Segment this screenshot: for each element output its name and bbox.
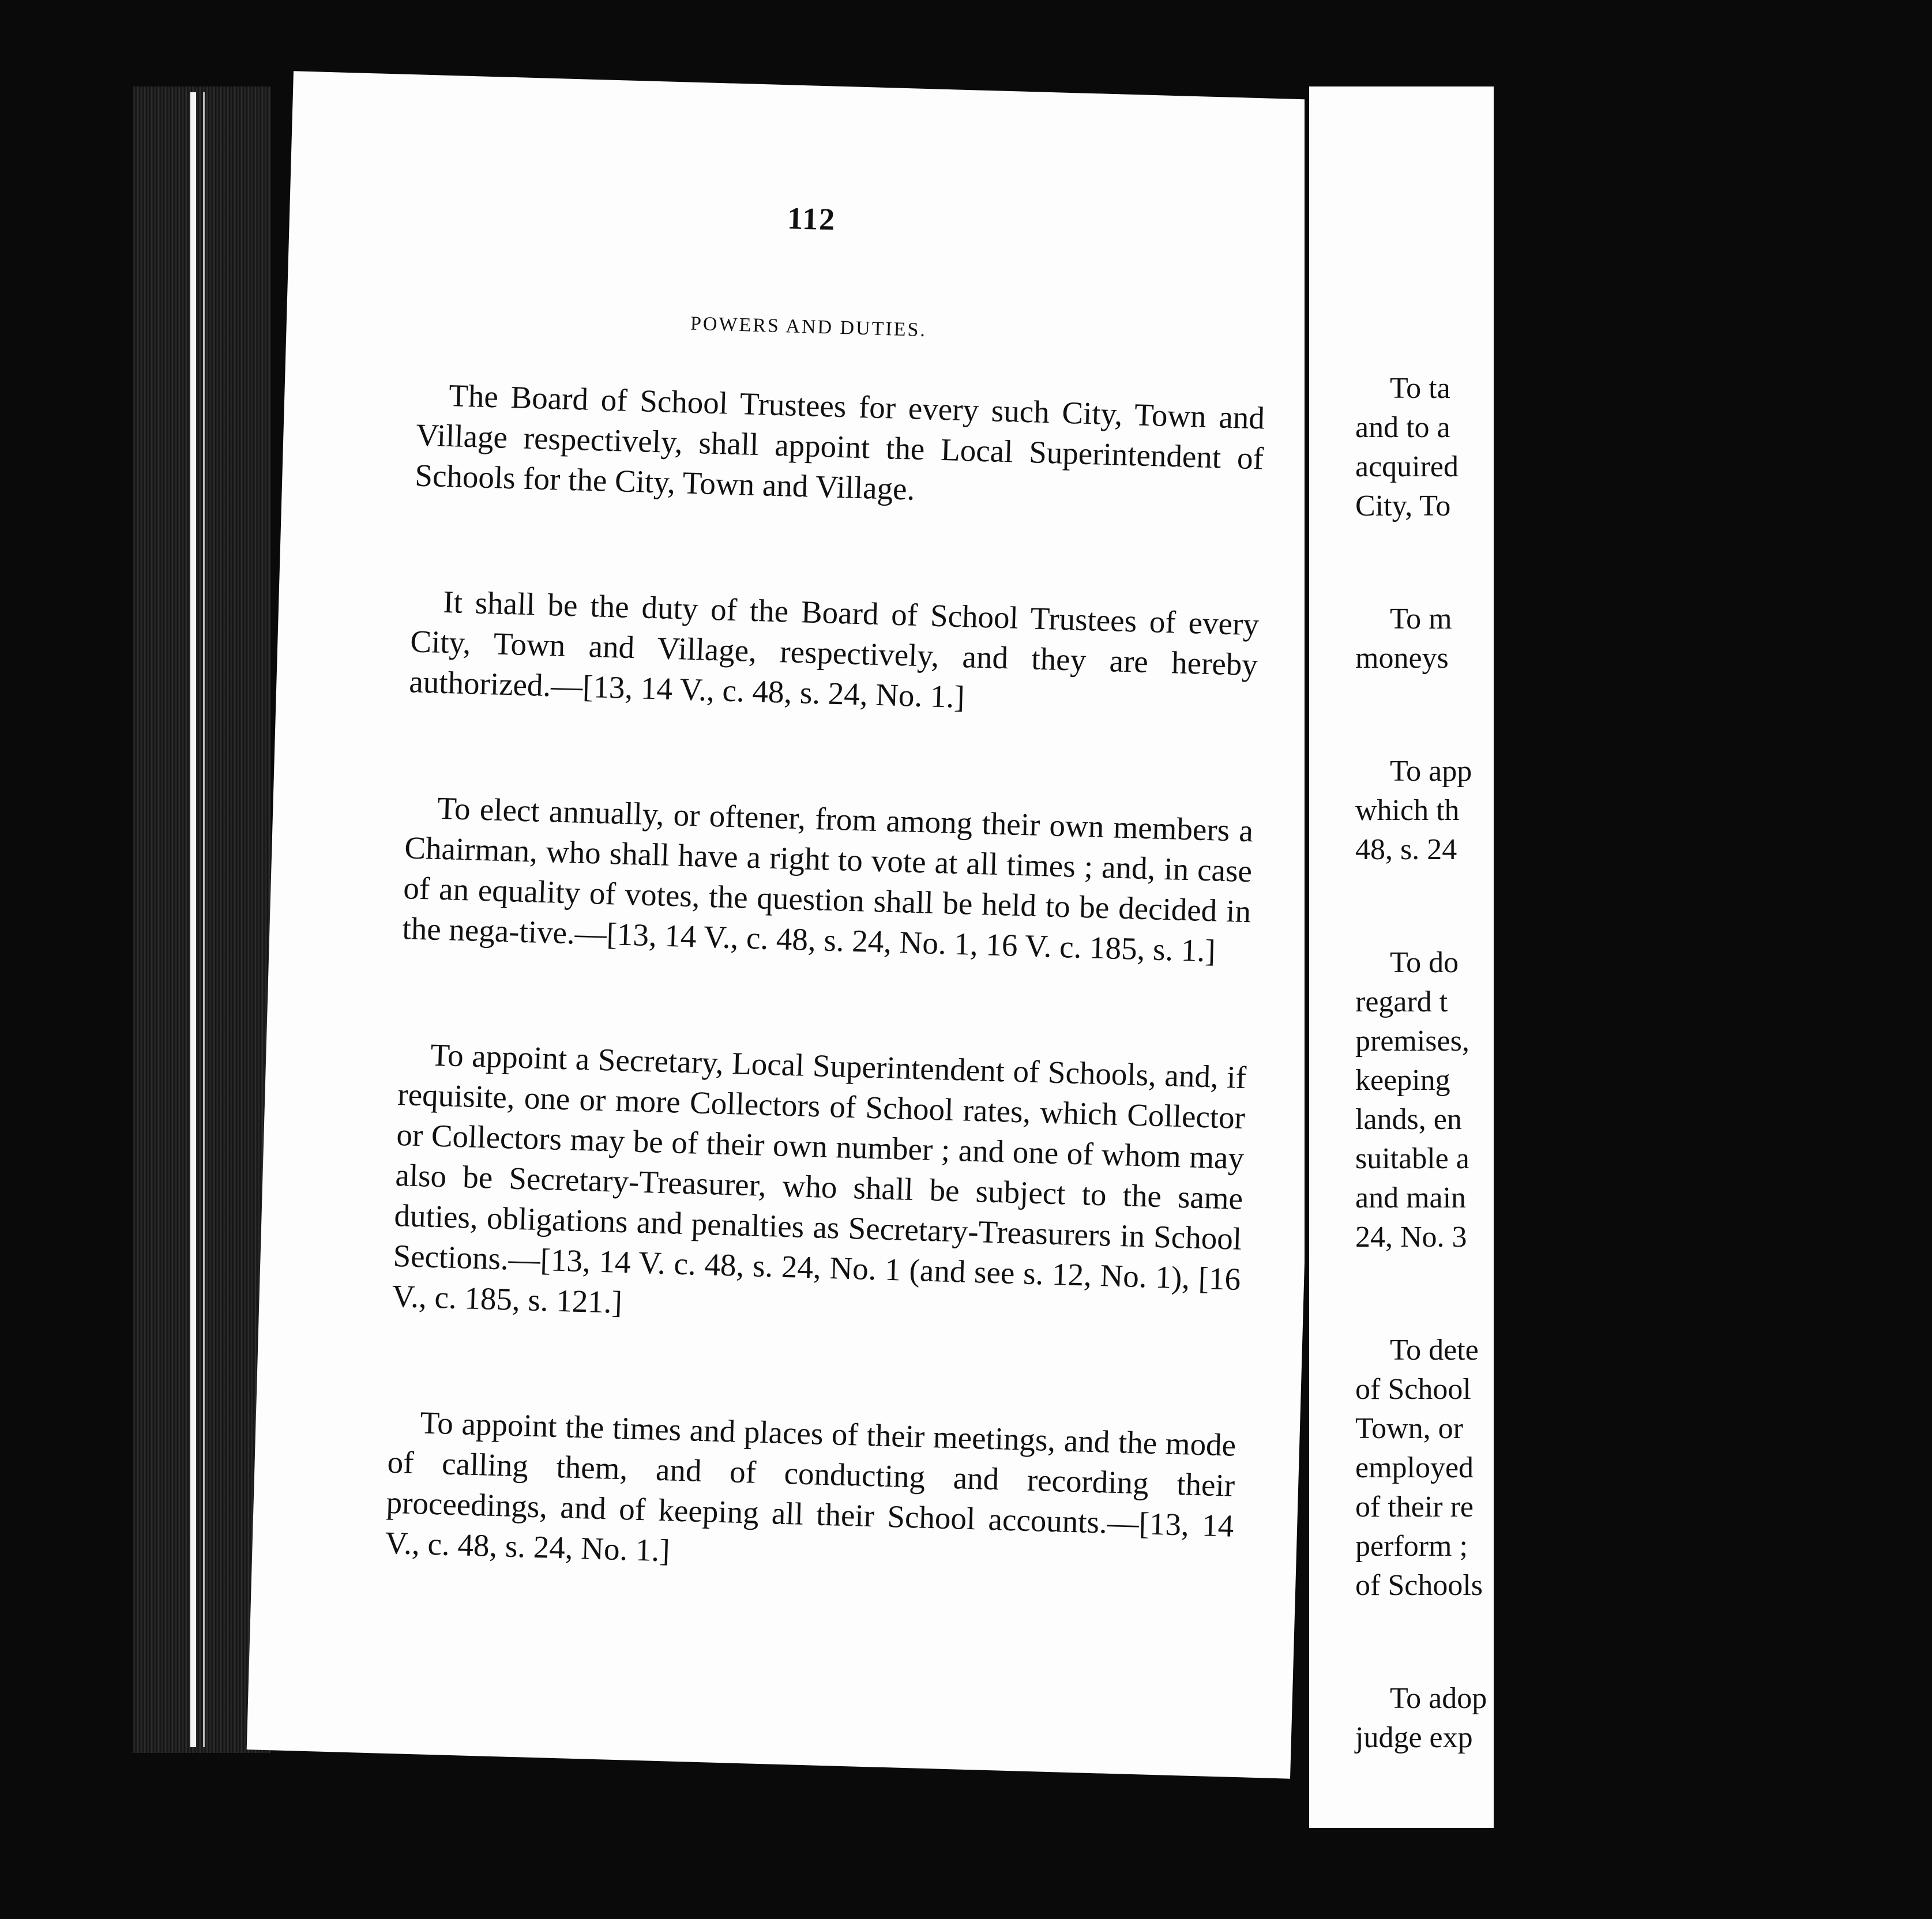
right-line: lands, en [1355, 1103, 1462, 1136]
paragraph: To elect annually, or oftener, from among their own members a Chairman, who shall have a right to vote at all times ; and, in case of an equality of votes, the question shall be held to be decided in the nega-tive.—[13, 14 V., c. 48, s. 24, No. 1, 16 V. c. 185, s. 1.] [401, 790, 1254, 969]
right-line: City, To [1355, 490, 1451, 522]
right-line: To m [1390, 603, 1452, 635]
paragraph: To appoint a Secretary, Local Superintendent of Schools, and, if requisite, one or more Collectors of School rates, which Collector or Collectors may be of their own number ; and one of whom may also be Secretary-Treasurer, who shall be subject to the same duties, obligations and penalties as Secretary-Treasurers in School Sections.—[13, 14 V. c. 48, s. 24, No. 1 (and see s. 12, No. 1), [16 V., c. 185, s. 121.] [391, 1037, 1247, 1320]
right-line: employed [1355, 1451, 1474, 1484]
right-line: 48, s. 24 [1355, 833, 1457, 866]
spine-highlight [190, 92, 196, 1747]
right-line: of their re [1355, 1491, 1474, 1523]
right-line: suitable a [1355, 1142, 1469, 1175]
right-line: and main [1355, 1181, 1467, 1214]
right-block [1355, 1331, 1932, 1605]
right-line: judge exp [1355, 1721, 1473, 1754]
right-line: 24, No. 3 [1355, 1221, 1467, 1254]
right-line: acquired [1355, 450, 1459, 483]
right-line: and to a [1355, 411, 1450, 444]
right-page-text [1355, 369, 1932, 1831]
right-block [1355, 600, 1932, 678]
right-page [1309, 86, 1494, 1828]
right-line: moneys [1355, 642, 1449, 675]
book-spine [133, 86, 271, 1753]
right-line: which th [1355, 794, 1460, 827]
right-block [1355, 752, 1932, 870]
spine-highlight-thin [203, 92, 205, 1747]
right-block [1355, 943, 1932, 1257]
right-line: To adop [1390, 1682, 1487, 1715]
right-block [1355, 1679, 1932, 1758]
paragraph: It shall be the duty of the Board of School Trustees of every City, Town and Village, respectively, and they are hereby authorized.—[13, 14 V., c. 48, s. 24, No. 1.] [408, 584, 1260, 715]
right-line: keeping [1355, 1064, 1450, 1097]
right-line: premises, [1355, 1025, 1469, 1058]
right-block [1355, 369, 1932, 526]
left-page [247, 71, 1337, 1778]
right-line: regard t [1355, 985, 1448, 1018]
right-line: To ta [1390, 372, 1450, 405]
right-line: of School [1355, 1373, 1471, 1406]
paragraph: To appoint the times and places of their meetings, and the mode of calling them, and of conducting and recording their proceedings, and of keeping all their School accounts.—[13, 14 V., c. 48, s. 24, No. 1.] [384, 1405, 1236, 1568]
right-line: Town, or [1355, 1412, 1464, 1445]
right-line: of Schools [1355, 1569, 1483, 1602]
page-number: 112 [787, 201, 837, 237]
page-body [382, 375, 1265, 1672]
running-head: POWERS AND DUTIES. [690, 313, 927, 341]
right-line: perform ; [1355, 1530, 1468, 1563]
right-line: To dete [1390, 1334, 1479, 1367]
paragraph: The Board of School Trustees for every such City, Town and Village respectively, shall appoint the Local Superintendent of Schools for the City, Town and Village. [414, 378, 1265, 507]
right-line: To app [1390, 755, 1472, 788]
right-line: To do [1390, 946, 1459, 979]
